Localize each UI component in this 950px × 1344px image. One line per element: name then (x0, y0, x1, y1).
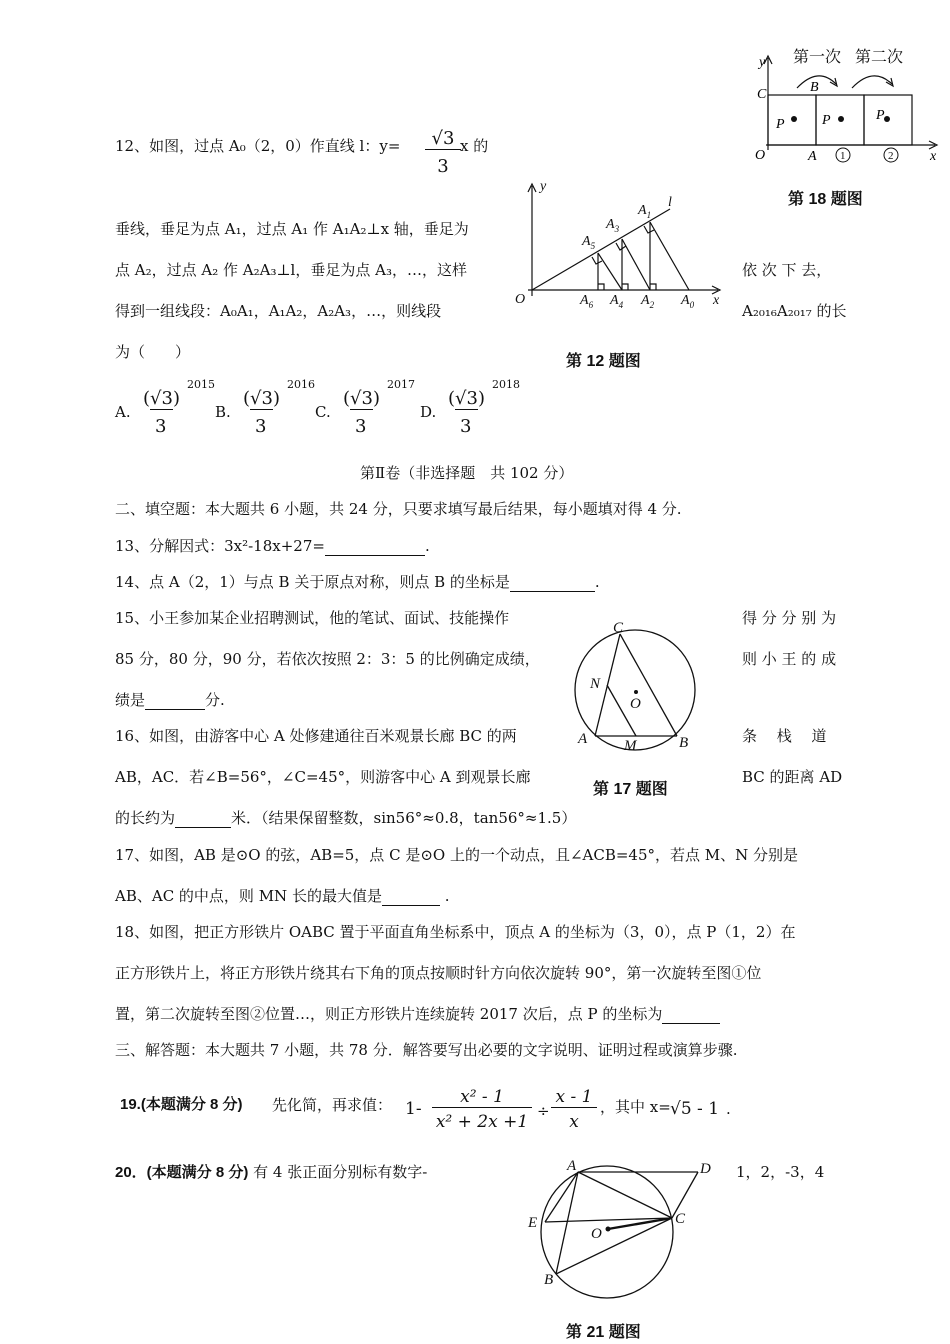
choice-exponent: 2018 (492, 378, 520, 391)
svg-text:A6: $A_6$ (580, 293, 594, 310)
q15-line2: 85 分，80 分，90 分，若依次按照 2：3：5 的比例确定成绩， (115, 650, 540, 668)
q20-text: 有 4 张正面分别标有数字- (253, 1163, 428, 1181)
svg-text:P: P (776, 117, 785, 132)
svg-text:y: y (759, 55, 766, 70)
q12-line4-right: A₂₀₁₆A₂₀₁₇ 的长 (742, 302, 847, 320)
q19-end: . (726, 1100, 731, 1118)
q17-line2a: AB、AC 的中点，则 MN 长的最大值是 (115, 887, 382, 905)
q19-num2: x - 1 (551, 1087, 597, 1108)
q19-den1: x² + 2x +1 (435, 1112, 529, 1132)
svg-text:A1: $A_1$ (638, 203, 652, 220)
q14-text: 14、点 A（2，1）与点 B 关于原点对称，则点 B 的坐标是 (115, 573, 510, 591)
q19-head: 19.(本题满分 8 分) (120, 1096, 243, 1113)
svg-text:O: O (755, 148, 766, 163)
svg-text:B: B (810, 80, 819, 95)
svg-text:B: B (544, 1272, 554, 1288)
section2-title: 第Ⅱ卷（非选择题 共 102 分） (360, 464, 574, 482)
q15-line1: 15、小王参加某企业招聘测试，他的笔试、面试、技能操作 (115, 609, 510, 627)
choice-label: D. (420, 403, 437, 421)
svg-text:x: x (930, 149, 937, 164)
q18-line3-text: 置，第二次旋转至图②位置…，则正方形铁片连续旋转 2017 次后，点 P 的坐标为 (115, 1005, 663, 1023)
q15-line2-right: 则 小 王 的 成 (742, 650, 837, 668)
svg-text:P: P (876, 108, 885, 123)
q15-line3b: 分. (205, 691, 225, 709)
svg-text:y: y (540, 179, 547, 194)
q16-line2: AB，AC．若∠B=56°，∠C=45°，则游客中心 A 到观景长廊 (115, 768, 531, 786)
choice-frac: (√3) (343, 388, 380, 409)
choice-exponent: 2015 (187, 378, 215, 391)
q17-line2b: . (444, 887, 450, 905)
fig17-caption: 第 17 题图 (593, 781, 668, 798)
svg-text:C: C (675, 1211, 686, 1227)
fig21-caption: 第 21 题图 (566, 1324, 641, 1341)
svg-text:l: l (668, 195, 672, 210)
q12-line3-right: 依 次 下 去， (742, 261, 832, 279)
svg-text:A5: $A_5$ (582, 234, 596, 251)
fig18-first-label: 第一次 (793, 49, 842, 66)
choice-frac: (√3) (143, 388, 180, 409)
choice-label: C. (315, 403, 331, 421)
svg-text:1: 1 (840, 150, 846, 162)
fill-intro: 二、填空题：本大题共 6 小题，共 24 分，只要求填写最后结果，每小题填对得 4 分. (115, 500, 682, 518)
q15-line3a: 绩是 (115, 691, 146, 709)
svg-text:B: B (679, 735, 689, 751)
choice-den: 3 (355, 416, 367, 437)
q13-text: 13、分解因式：3x²-18x+27= (115, 537, 325, 555)
q17-line1: 17、如图，AB 是⊙O 的弦，AB=5，点 C 是⊙O 上的一个动点，且∠ACB=45°，若点 M、N 分别是 (115, 846, 799, 864)
svg-text:C: C (613, 620, 624, 636)
svg-text:O: O (630, 696, 641, 712)
q16-line2-right: BC 的距离 AD (742, 768, 843, 786)
svg-text:D: D (700, 1161, 711, 1177)
svg-text:O: O (515, 292, 526, 307)
q12-sqrt3: √3 (425, 128, 461, 150)
q12-line4: 得到一组线段：A₀A₁，A₁A₂，A₂A₃，…，则线段 (115, 302, 442, 320)
svg-text:E: E (528, 1215, 538, 1231)
svg-text:N: N (590, 676, 601, 692)
svg-text:P: P (822, 113, 831, 128)
fig18-second-label: 第二次 (855, 49, 904, 66)
q16-line1: 16、如图，由游客中心 A 处修建通往百米观景长廊 BC 的两 (115, 727, 517, 745)
q13: 13、分解因式：3x²-18x+27= . (115, 537, 430, 555)
q16-line1-right: 条 栈 道 (742, 727, 827, 745)
q16-line3a: 的长约为 (115, 809, 176, 827)
svg-text:A3: $A_3$ (606, 217, 620, 234)
answer-intro: 三、解答题：本大题共 7 小题，共 78 分．解答要写出必要的文字说明、证明过程或演算步骤. (115, 1041, 738, 1059)
q12-line2: 垂线，垂足为点 A₁，过点 A₁ 作 A₁A₂⊥x 轴，垂足为 (115, 220, 469, 238)
q12-line1-end: x 的 (460, 137, 489, 155)
svg-text:A4: $A_4$ (610, 293, 624, 310)
q12-denominator: 3 (437, 156, 449, 177)
svg-text:A2: $A_2$ (641, 293, 655, 310)
choice-label: A. (115, 403, 131, 421)
q20-right: 1，2，-3，4 (736, 1163, 825, 1181)
q12-line3: 点 A₂，过点 A₂ 作 A₂A₃⊥l，垂足为点 A₃，…，这样 (115, 261, 467, 279)
q16-line3b: 米．（结果保留整数，sin56°≈0.8，tan56°≈1.5） (231, 809, 577, 827)
svg-text:A0: $A_0$ (681, 293, 695, 310)
choice-frac: (√3) (448, 388, 485, 409)
choice-den: 3 (460, 416, 472, 437)
q18-line2: 正方形铁片上，将正方形铁片绕其右下角的顶点按顺时针方向依次旋转 90°，第一次旋转至图①位 (115, 964, 762, 982)
svg-text:M: M (624, 738, 637, 754)
svg-text:O: O (591, 1226, 602, 1242)
q19-one: 1- (405, 1099, 422, 1119)
q15-line1-right: 得 分 分 别 为 (742, 609, 837, 627)
q20-head: 20．(本题满分 8 分) (115, 1164, 249, 1181)
q12-line1: 12、如图，过点 A₀（2，0）作直线 l：y= (115, 137, 401, 155)
svg-text:A: A (567, 1158, 577, 1174)
choice-exponent: 2016 (287, 378, 315, 391)
svg-text:2: 2 (888, 150, 894, 162)
svg-text:C: C (757, 87, 767, 102)
fig18-caption: 第 18 题图 (788, 191, 863, 208)
q14: 14、点 A（2，1）与点 B 关于原点对称，则点 B 的坐标是 . (115, 573, 600, 591)
choice-den: 3 (255, 416, 267, 437)
fig12-caption: 第 12 题图 (566, 353, 641, 370)
q19-div: ÷ (537, 1102, 550, 1120)
choice-label: B. (215, 403, 231, 421)
choice-den: 3 (155, 416, 167, 437)
choice-exponent: 2017 (387, 378, 415, 391)
svg-text:x: x (713, 293, 720, 308)
q19-text: 先化简，再求值： (272, 1096, 393, 1114)
svg-text:A: A (578, 731, 588, 747)
q19-where: ，其中 x= (600, 1098, 671, 1116)
q12-line5: 为（ ） (115, 343, 191, 361)
q19-num1: x² - 1 (432, 1087, 532, 1108)
q18-line1: 18、如图，把正方形铁片 OABC 置于平面直角坐标系中，顶点 A 的坐标为（3，0），点 P（1，2）在 (115, 923, 796, 941)
choice-frac: (√3) (243, 388, 280, 409)
q19-value: √5 - 1 (670, 1099, 720, 1119)
q19-den2: x (569, 1112, 579, 1132)
svg-text:A: A (808, 149, 817, 164)
